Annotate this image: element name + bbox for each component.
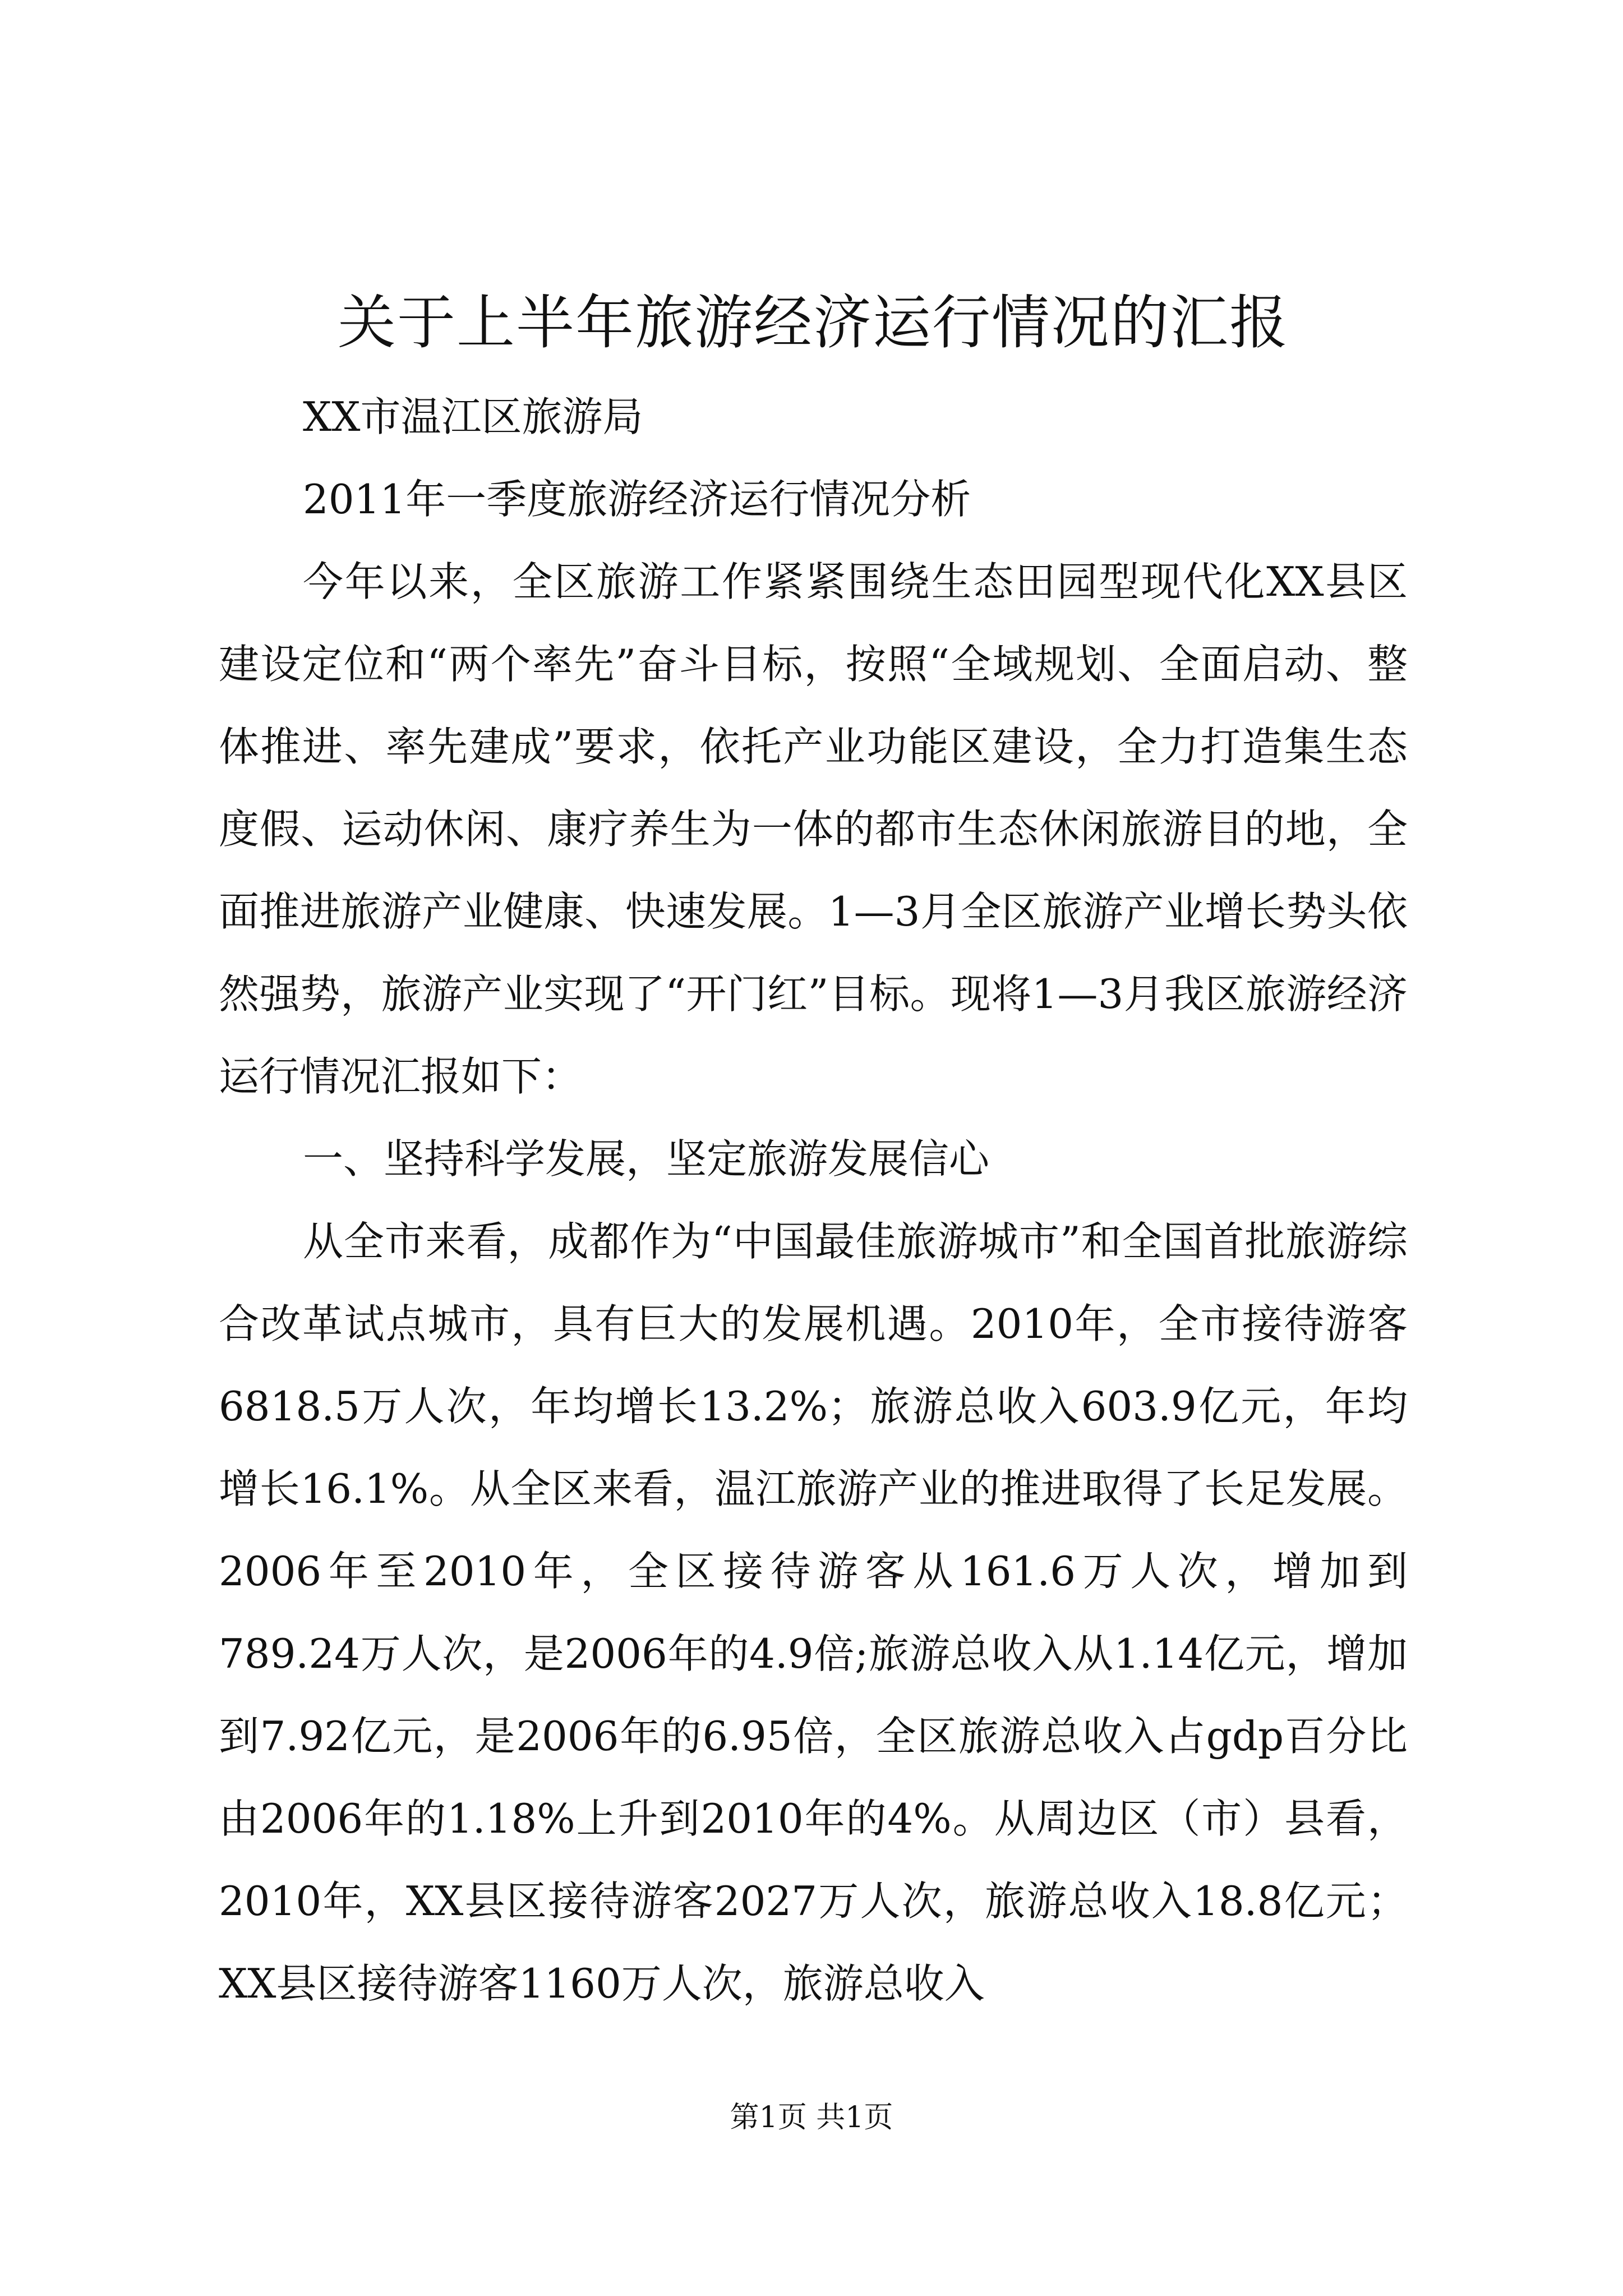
page-footer: 第1页 共1页	[730, 2101, 893, 2134]
author-line: XX市温江区旅游局	[303, 393, 643, 440]
subtitle-line: 2011年一季度旅游经济运行情况分析	[303, 476, 971, 523]
document-title: 关于上半年旅游经济运行情况的汇报	[337, 288, 1289, 357]
document-body	[219, 376, 1408, 2025]
section-heading: 一、坚持科学发展，坚定旅游发展信心	[303, 1135, 990, 1182]
analysis-paragraph: 从全市来看，成都作为“中国最佳旅游城市”和全国首批旅游综合改革试点城市，具有巨大的发展机遇。2010年，全市接待游客6818.5万人次，年均增长13.2%；旅游总收入603.9亿元，年均增长16.1%。从全区来看，温江旅游产业的推进取得了长足发展。2006年至2010年，全区接待游客从161.6万人次，增加到789.24万人次，是2006年的4.9倍;旅游总收入从1.14亿元，增加到7.92亿元，是2006年的6.95倍，全区旅游总收入占gdp百分比由2006年的1.18%上升到2010年的4%。从周边区（市）县看，2010年，XX县区接待游客2027万人次，旅游总收入18.8亿元；XX县区接待游客1160万人次，旅游总收入	[219, 1218, 1408, 2007]
intro-paragraph: 今年以来，全区旅游工作紧紧围绕生态田园型现代化XX县区建设定位和“两个率先”奋斗目标，按照“全域规划、全面启动、整体推进、率先建成”要求，依托产业功能区建设，全力打造集生态度假、运动休闲、康疗养生为一体的都市生态休闲旅游目的地，全面推进旅游产业健康、快速发展。1—3月全区旅游产业增长势头依然强势，旅游产业实现了“开门红”目标。现将1—3月我区旅游经济运行情况汇报如下：	[219, 558, 1408, 1100]
